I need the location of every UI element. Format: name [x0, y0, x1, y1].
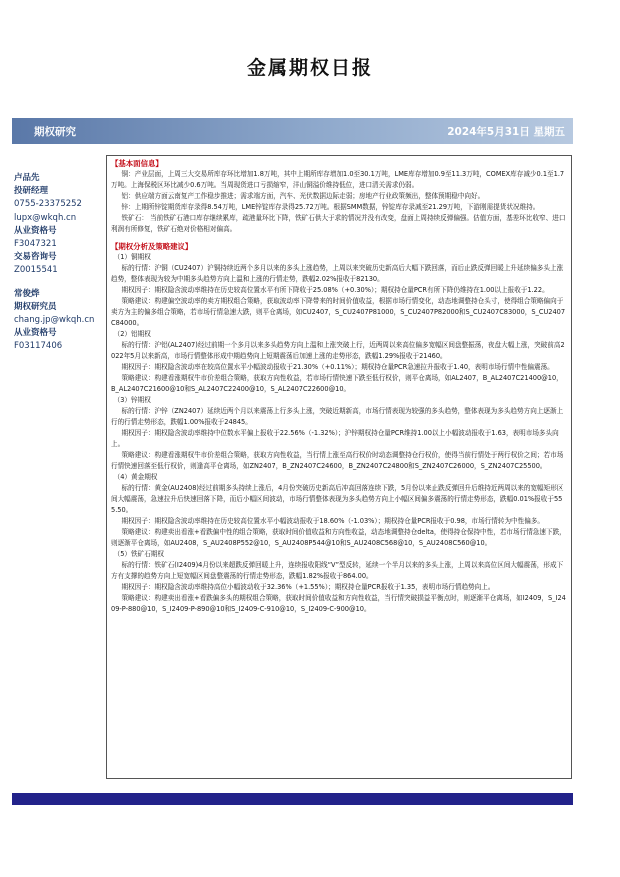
copper-market: 标的行情：沪铜（CU2407）沪铜持续近两个多月以来的多头上涨趋势，上周以来突破历史新高后大幅下跌回落，而后止跌反弹回暖上升延续偏多头上涨趋势，整体表现为较为中期多头趋势方向上温和上涨的行情走势，跌幅2.02%报收于82130。 — [111, 264, 564, 283]
analyst-email: chang.jp@wkqh.cn — [14, 315, 95, 326]
analyst-consult: Z0015541 — [14, 265, 58, 276]
gold-market: 标的行情：黄金(AU2408)经过前期多头持续上涨后，4月份突破历史新高后冲高回落连续下跌，5月份以来止跌反弹回升后维持近两周以来的宽幅矩形区间大幅震荡，急速拉升后快速回落下降，而后小幅区间波动，市场行情整体表现为多头趋势方向上小幅区间偏多震荡的行情走势形态，跌幅0.01%报收于555.50。 — [111, 484, 564, 514]
gold-factor: 期权因子：期权隐含波动率维持在历史较高位置水平小幅波动报收于18.60%（-1.03%）；期权持仓量PCR报收于0.98，市场行情转为中性偏多。 — [121, 517, 545, 525]
analyst-license: F3047321 — [14, 239, 57, 250]
analyst-consult-label: 交易咨询号 — [14, 252, 57, 263]
analyst-email: lupx@wkqh.cn — [14, 212, 77, 223]
zinc-heading: （3）锌期权 — [113, 396, 151, 404]
aluminum-market: 标的行情：沪铝(AL2407)经过前期一个多月以来多头趋势方向上温和上涨突破上行，近两周以来高位偏多宽幅区间盘整振荡，夜盘大幅上涨，突破前高2022年5月以来新高，市场行情整体形成中期趋势向上短期震荡后加速上涨的走势形态，跌幅1.29%报收于21460。 — [111, 341, 565, 360]
report-body — [106, 155, 572, 779]
analyst-license: F03117406 — [14, 341, 63, 352]
analyst-name: 卢品先 — [14, 173, 40, 183]
fundamental-zinc: 锌：上期所锌锭期货库存录得8.54万吨，LME锌锭库存录得25.72万吨。根据SMM数据，锌锭库存录减至21.29万吨，下游刚需提货状况维持。 — [121, 203, 540, 211]
banner-date: 2024年5月31日 星期五 — [447, 126, 565, 138]
analyst-name: 常俊烨 — [14, 288, 40, 299]
analyst-license-label: 从业资格号 — [14, 328, 57, 339]
section-fundamentals-title: 【基本面信息】 — [111, 159, 163, 168]
fundamental-copper: 铜：产业层面，上周三大交易所库存环比增加1.8万吨，其中上期所库存增加1.0至30.1万吨，LME库存增加0.9至11.3万吨，COMEX库存减少0.1至1.7万吨。上海保税区环比减少0.6万吨。当周现货进口亏损缩窄，洋山铜溢价维持低位，进口清关需求仍弱。 — [111, 170, 565, 189]
fundamental-aluminum: 铝：供应端方面云南复产工作稳步推进；需求端方面，汽车、光伏数据边际走弱；房地产行业政策频出，整体预期稳中向好。 — [121, 192, 485, 200]
gold-heading: （4）黄金期权 — [113, 473, 158, 481]
section-strategy-title: 【期权分析及策略建议】 — [111, 242, 193, 251]
iron-heading: （5）铁矿石期权 — [113, 550, 164, 558]
analyst-phone: 0755-23375252 — [14, 199, 82, 210]
zinc-market: 标的行情：沪锌（ZN2407）延续近两个月以来震荡上行多头上涨，突破近期新高，市场行情表现为较强的多头趋势，整体表现为多头趋势方向上逐渐上行的行情走势形态，跌幅1.00%报收于24845。 — [111, 407, 564, 426]
fundamental-iron: 铁矿石： 当前铁矿石港口库存继续累库，疏港量环比下降，铁矿石供大于求的情况并没有改变，盘面上周持续反弹偏强。估值方面，基差环比收窄、进口利润有所修复，铁矿石绝对价格相对偏高。 — [111, 214, 566, 233]
analyst-license-label: 从业资格号 — [14, 225, 57, 236]
zinc-strategy: 策略建议：构建看涨期权牛市价差组合策略，获取方向性收益，当行情上涨至高行权价时动态调整持仓行权价，使得当前行情处于两行权价之间；若市场行情快速回落至低行权价，则逢高平仓离场，如ZN2407，B_ZN2407C24600，B_ZN2407C24800和S_ZN2407C26000，S_ZN2407C25500。 — [111, 451, 564, 470]
copper-strategy: 策略建议：构建偏空波动率的卖方期权组合策略，获取波动率下降带来的时间价值收益，根据市场行情变化，动态地调整持仓头寸，使得组合策略偏向于卖方为主的偏多组合策略，若市场行情急速大跌，则平仓离场，如CU2407，S_CU2407P81000，S_CU2407P82000和S_CU2407C83000，S_CU2407C84000。 — [111, 297, 566, 327]
footer-bar — [12, 793, 573, 805]
aluminum-strategy: 策略建议：构建看涨期权牛市价差组合策略，获取方向性收益，若市场行情快速下跌至低行权价，则平仓离场，如AL2407，B_AL2407C21400@10，B_AL2407C21600@10和S_AL2407C22400@10，S_AL2407C22600@10。 — [111, 374, 563, 393]
iron-market: 标的行情：铁矿石(I2409)4月份以来超跌反弹回暖上升，连续报收阳线“V”型反转，延续一个半月以来的多头上涨，上周以来高位区间大幅震荡，形成下方有支撑的趋势方向上短宽幅区间盘整震荡的行情走势形态，跌幅1.82%报收于864.00。 — [111, 561, 564, 580]
iron-factor: 期权因子：期权隐含波动率维持高位小幅波动收于32.36%（+1.55%）；期权持仓量PCR报收于1.35，表明市场行情趋势向上。 — [121, 583, 495, 591]
header-banner — [12, 118, 573, 144]
gold-strategy: 策略建议：构建卖出看涨+看跌偏中性的组合策略，获取时间价值收益和方向性收益，动态地调整持仓delta，使得持仓保持中性，若市场行情急速下跌，则逐渐平仓离场，如AU2408，S_AU2408P552@10，S_AU2408P544@10和S_AU2408C568@10，S_AU2408C560@10。 — [111, 528, 566, 547]
report-title: 金属期权日报 — [246, 57, 373, 79]
zinc-factor: 期权因子：期权隐含波动率维持中位数水平偏上报收于22.56%（-1.32%）；沪锌期权持仓量PCR维持1.00以上小幅波动报收于1.63，表明市场多头向上。 — [111, 429, 559, 448]
aluminum-heading: （2）铝期权 — [113, 330, 151, 338]
banner-category: 期权研究 — [34, 126, 76, 138]
aluminum-factor: 期权因子：期权隐含波动率在较高位置水平小幅波动报收于21.30%（+0.11%）；期权持仓量PCR急速拉升报收于1.40，表明市场行情中性偏震荡。 — [121, 363, 554, 371]
iron-strategy: 策略建议：构建卖出看涨+看跌偏多头的期权组合策略，获取时间价值收益和方向性收益，当行情突破损益平衡点时，则逐渐平仓离场，如I2409，S_I2409-P-880@10，S_I2409-P-890@10和S_I2409-C-910@10，S_I2409-C-900@10。 — [111, 594, 566, 613]
analyst-title: 投研经理 — [14, 186, 49, 197]
copper-factor: 期权因子：期权隐含波动率维持在历史较高位置水平有所下降收于25.08%（+0.30%）；期权持仓量PCR有所下降仍维持在1.00以上报收于1.22。 — [121, 286, 549, 294]
analyst-sidebar — [14, 172, 102, 354]
copper-heading: （1）铜期权 — [113, 253, 151, 261]
analyst-title: 期权研究员 — [14, 301, 57, 312]
